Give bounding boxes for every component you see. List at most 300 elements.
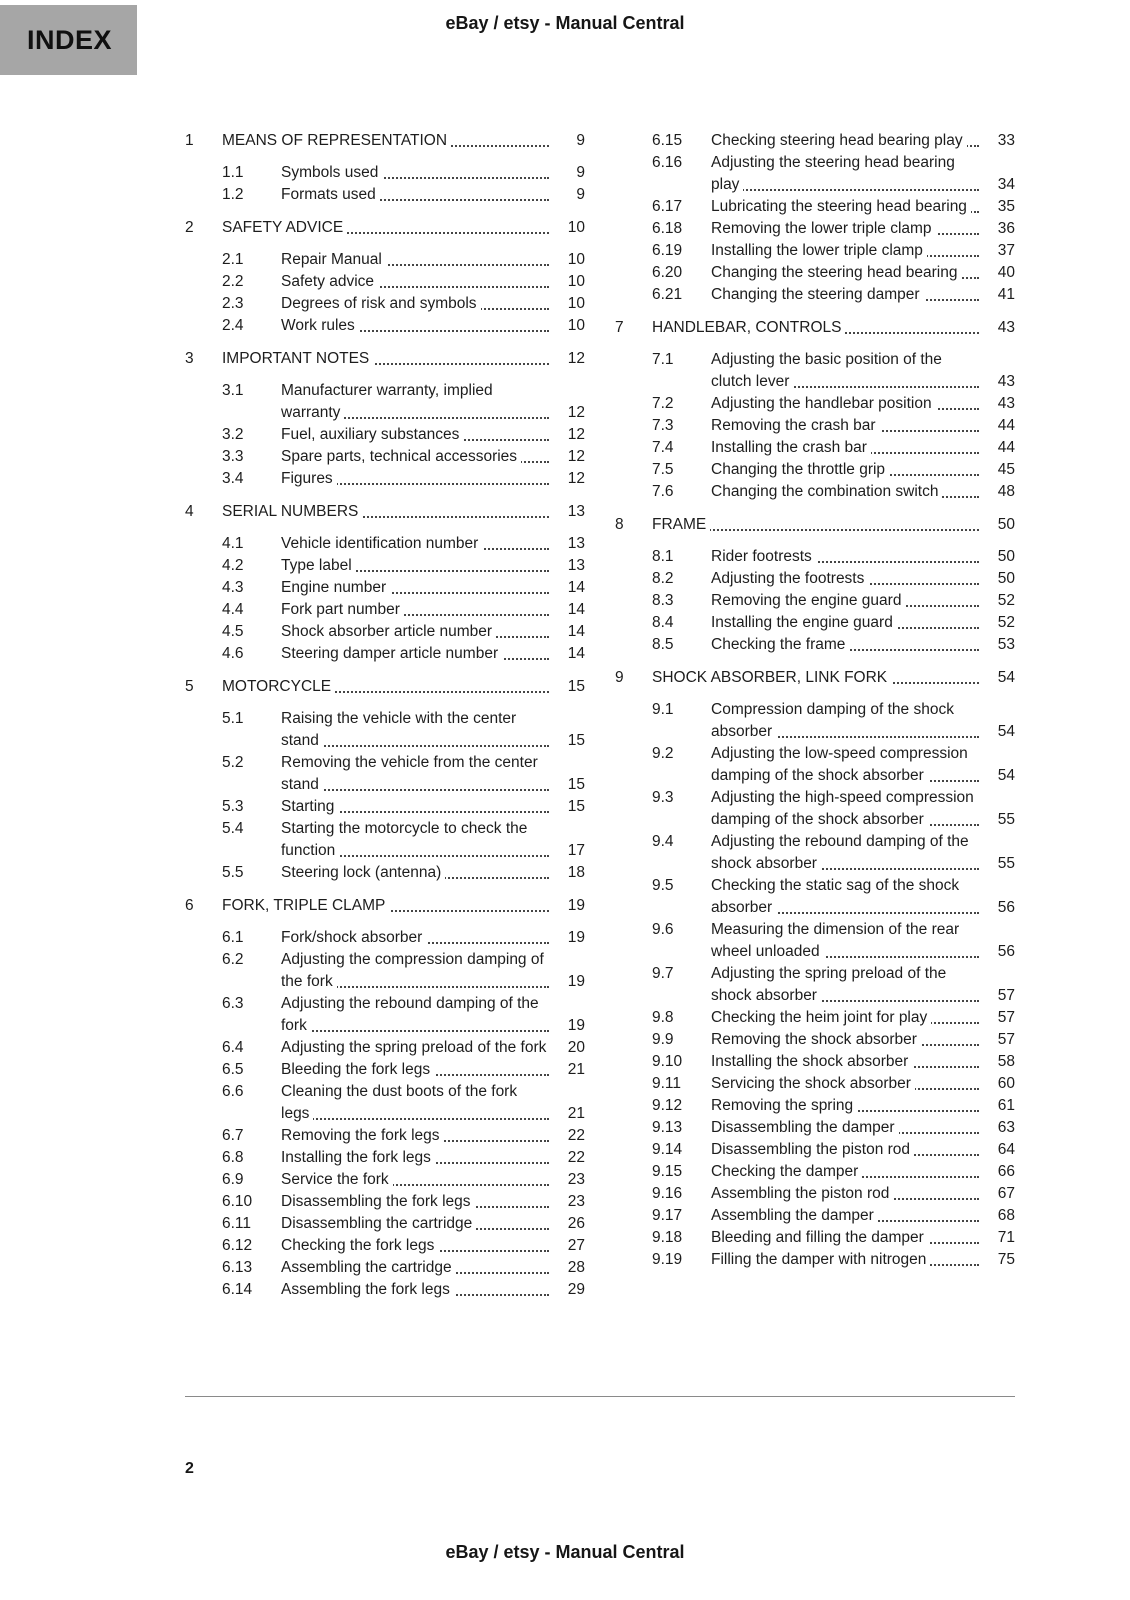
toc-entry-title: Measuring the dimension of the rear wheel unloaded — [711, 921, 960, 960]
toc-entry-number: 9.19 — [652, 1251, 683, 1268]
toc-section-entry — [615, 612, 1015, 634]
toc-entry-page: 12 — [567, 404, 585, 421]
toc-entry-number: 5 — [185, 678, 194, 695]
toc-section-entry — [185, 577, 585, 599]
toc-section-entry — [185, 249, 585, 271]
toc-entry-page: 10 — [567, 219, 585, 236]
toc-entry-title: Compression damping of the shock absorber — [711, 701, 954, 740]
toc-entry-number: 7.5 — [652, 461, 674, 478]
toc-section-entry — [615, 1227, 1015, 1249]
toc-entry-title: Assembling the cartridge — [281, 1259, 456, 1276]
toc-section-entry — [615, 1095, 1015, 1117]
toc-entry-page: 56 — [997, 943, 1015, 960]
toc-entry-number: 2 — [185, 219, 194, 236]
toc-chapter-entry — [185, 676, 585, 698]
toc-entry-title: Rider footrests — [711, 548, 816, 565]
toc-entry-page: 58 — [997, 1053, 1015, 1070]
toc-entry-page: 57 — [997, 1009, 1015, 1026]
toc-entry-number: 6.19 — [652, 242, 683, 259]
toc-section-entry — [185, 993, 585, 1037]
footer-title: eBay / etsy - Manual Central — [445, 1542, 685, 1562]
toc-entry-page: 19 — [567, 929, 585, 946]
toc-entry-number: 8.4 — [652, 614, 674, 631]
toc-section-entry — [615, 262, 1015, 284]
toc-entry-number: 6.12 — [222, 1237, 253, 1254]
toc-entry-page: 10 — [567, 295, 585, 312]
toc-entry-title: Checking steering head bearing play — [711, 132, 967, 149]
toc-entry-title: Removing the fork legs — [281, 1127, 444, 1144]
toc-entry-page: 44 — [997, 417, 1015, 434]
toc-chapter-entry — [185, 895, 585, 917]
toc-section-entry — [615, 743, 1015, 787]
toc-chapter-entry — [185, 217, 585, 239]
toc-entry-title: Removing the spring — [711, 1097, 857, 1114]
toc-section-entry — [185, 1213, 585, 1235]
toc-entry-title: Adjusting the steering head bearing play — [711, 154, 955, 193]
toc-entry-title: Bleeding and filling the damper — [711, 1229, 928, 1246]
toc-column-right — [615, 130, 1015, 1301]
toc-entry-number: 9.6 — [652, 921, 674, 938]
toc-section-entry — [185, 1037, 585, 1059]
toc-entry-page: 54 — [997, 767, 1015, 784]
toc-section-entry — [615, 568, 1015, 590]
toc-entry-page: 23 — [567, 1193, 585, 1210]
toc-entry-title: Engine number — [281, 579, 390, 596]
toc-section-entry — [615, 130, 1015, 152]
toc-entry-number: 9.2 — [652, 745, 674, 762]
toc-entry-page: 55 — [997, 811, 1015, 828]
toc-entry-title: Cleaning the dust boots of the fork legs — [281, 1083, 518, 1122]
toc-section-entry — [615, 831, 1015, 875]
toc-entry-number: 6.14 — [222, 1281, 253, 1298]
toc-entry-title: Installing the fork legs — [281, 1149, 435, 1166]
toc-entry-page: 67 — [997, 1185, 1015, 1202]
toc-entry-number: 6.17 — [652, 198, 683, 215]
toc-entry-title: Changing the steering head bearing — [711, 264, 961, 281]
toc-entry-title: Starting — [281, 798, 338, 815]
toc-section-entry — [615, 1161, 1015, 1183]
toc-entry-number: 9.18 — [652, 1229, 683, 1246]
toc-section-entry — [185, 818, 585, 862]
toc-entry-number: 6.11 — [222, 1215, 252, 1232]
toc-entry-number: 6.9 — [222, 1171, 244, 1188]
toc-entry-title: Vehicle identification number — [281, 535, 482, 552]
toc-entry-number: 2.1 — [222, 251, 244, 268]
toc-entry-page: 40 — [997, 264, 1015, 281]
toc-section-entry — [615, 218, 1015, 240]
toc-entry-number: 3.3 — [222, 448, 244, 465]
toc-entry-number: 6 — [185, 897, 194, 914]
toc-entry-title: Fuel, auxiliary substances — [281, 426, 463, 443]
toc-entry-number: 3 — [185, 350, 194, 367]
toc-entry-number: 7 — [615, 319, 624, 336]
toc-entry-page: 12 — [567, 470, 585, 487]
toc-entry-page: 10 — [567, 317, 585, 334]
toc-entry-number: 4.6 — [222, 645, 244, 662]
toc-entry-page: 35 — [997, 198, 1015, 215]
toc-section-entry — [615, 963, 1015, 1007]
toc-entry-number: 9.15 — [652, 1163, 683, 1180]
toc-entry-number: 9.9 — [652, 1031, 674, 1048]
toc-entry-number: 1.2 — [222, 186, 244, 203]
toc-section-entry — [185, 1081, 585, 1125]
toc-section-entry — [185, 1169, 585, 1191]
toc-entry-title: Adjusting the spring preload of the fork — [281, 1039, 550, 1056]
toc-entry-page: 12 — [567, 448, 585, 465]
toc-entry-title: Changing the steering damper — [711, 286, 924, 303]
toc-entry-number: 9.14 — [652, 1141, 683, 1158]
toc-entry-title: Adjusting the handlebar position — [711, 395, 936, 412]
toc-entry-title: Fork part number — [281, 601, 404, 618]
toc-entry-number: 6.4 — [222, 1039, 244, 1056]
page-number: 2 — [185, 1460, 194, 1477]
toc-entry-title: Figures — [281, 470, 337, 487]
toc-entry-page: 10 — [567, 251, 585, 268]
toc-entry-number: 9.10 — [652, 1053, 683, 1070]
toc-entry-title: Removing the vehicle from the center stand — [281, 754, 538, 793]
toc-section-entry — [185, 796, 585, 818]
toc-entry-title: Degrees of risk and symbols — [281, 295, 481, 312]
toc-entry-page: 9 — [576, 132, 585, 149]
toc-entry-number: 6.7 — [222, 1127, 244, 1144]
toc-section-entry — [185, 1279, 585, 1301]
toc-section-entry — [185, 424, 585, 446]
toc-entry-page: 68 — [997, 1207, 1015, 1224]
toc-entry-title: Fork/shock absorber — [281, 929, 426, 946]
toc-entry-number: 9.11 — [652, 1075, 682, 1092]
toc-entry-page: 43 — [997, 319, 1015, 336]
toc-entry-title: FORK, TRIPLE CLAMP — [222, 897, 389, 914]
footer-rule — [185, 1396, 1015, 1397]
toc-section-entry — [615, 1007, 1015, 1029]
toc-entry-number: 4.3 — [222, 579, 244, 596]
toc-section-entry — [185, 1191, 585, 1213]
toc-entry-number: 6.8 — [222, 1149, 244, 1166]
toc-entry-number: 9.13 — [652, 1119, 683, 1136]
toc-entry-title: Formats used — [281, 186, 380, 203]
toc-chapter-entry — [185, 130, 585, 152]
toc-section-entry — [615, 787, 1015, 831]
toc-entry-title: Changing the throttle grip — [711, 461, 889, 478]
toc-entry-page: 52 — [997, 614, 1015, 631]
toc-entry-page: 54 — [997, 723, 1015, 740]
toc-entry-number: 6.21 — [652, 286, 683, 303]
toc-entry-page: 14 — [567, 623, 585, 640]
toc-entry-page: 13 — [567, 557, 585, 574]
toc-entry-number: 6.13 — [222, 1259, 253, 1276]
toc-section-entry — [615, 590, 1015, 612]
toc-entry-page: 55 — [997, 855, 1015, 872]
toc-section-entry — [615, 919, 1015, 963]
toc-entry-page: 27 — [567, 1237, 585, 1254]
toc-entry-number: 2.3 — [222, 295, 244, 312]
toc-entry-title: Servicing the shock absorber — [711, 1075, 915, 1092]
toc-entry-title: MEANS OF REPRESENTATION — [222, 132, 451, 149]
toc-entry-page: 71 — [997, 1229, 1015, 1246]
toc-entry-number: 9 — [615, 669, 624, 686]
toc-entry-number: 6.10 — [222, 1193, 253, 1210]
toc-entry-page: 33 — [997, 132, 1015, 149]
toc-entry-page: 9 — [576, 164, 585, 181]
toc-entry-page: 20 — [567, 1039, 585, 1056]
toc-section-entry — [615, 437, 1015, 459]
toc-entry-title: Adjusting the footrests — [711, 570, 868, 587]
toc-entry-page: 75 — [997, 1251, 1015, 1268]
toc-entry-title: Checking the frame — [711, 636, 849, 653]
toc-entry-title: Adjusting the rebound damping of the shock absorber — [711, 833, 969, 872]
toc-entry-page: 44 — [997, 439, 1015, 456]
toc-entry-title: Type label — [281, 557, 356, 574]
toc-section-entry — [615, 634, 1015, 656]
toc-section-entry — [185, 862, 585, 884]
toc-section-entry — [185, 184, 585, 206]
toc-entry-page: 22 — [567, 1149, 585, 1166]
toc-entry-title: Disassembling the piston rod — [711, 1141, 914, 1158]
toc-entry-page: 53 — [997, 636, 1015, 653]
toc-entry-number: 1 — [185, 132, 194, 149]
toc-section-entry — [185, 949, 585, 993]
toc-section-entry — [185, 1125, 585, 1147]
toc-entry-number: 2.2 — [222, 273, 244, 290]
toc-entry-page: 22 — [567, 1127, 585, 1144]
toc-entry-number: 3.4 — [222, 470, 244, 487]
toc-entry-number: 6.20 — [652, 264, 683, 281]
toc-entry-page: 60 — [997, 1075, 1015, 1092]
toc-section-entry — [185, 927, 585, 949]
toc-entry-title: Adjusting the low-speed compression damping of the shock absorber — [711, 745, 968, 784]
toc-chapter-entry — [615, 514, 1015, 536]
toc-section-entry — [615, 481, 1015, 503]
toc-entry-number: 6.6 — [222, 1083, 244, 1100]
toc-section-entry — [615, 875, 1015, 919]
toc-entry-number: 4.4 — [222, 601, 244, 618]
toc-entry-number: 6.2 — [222, 951, 244, 968]
toc-entry-page: 17 — [567, 842, 585, 859]
toc-section-entry — [615, 1183, 1015, 1205]
toc-entry-page: 13 — [567, 535, 585, 552]
toc-entry-page: 64 — [997, 1141, 1015, 1158]
toc-entry-title: Removing the lower triple clamp — [711, 220, 936, 237]
toc-entry-title: Removing the shock absorber — [711, 1031, 921, 1048]
toc-entry-title: Removing the crash bar — [711, 417, 880, 434]
toc-entry-page: 26 — [567, 1215, 585, 1232]
toc-entry-number: 9.12 — [652, 1097, 683, 1114]
toc-entry-title: Adjusting the basic position of the clutch lever — [711, 351, 942, 390]
toc-entry-number: 5.4 — [222, 820, 244, 837]
toc-section-entry — [185, 555, 585, 577]
toc-section-entry — [615, 1249, 1015, 1271]
toc-section-entry — [615, 196, 1015, 218]
toc-entry-number: 7.3 — [652, 417, 674, 434]
toc-entry-title: Shock absorber article number — [281, 623, 496, 640]
toc-entry-number: 4.2 — [222, 557, 244, 574]
toc-section-entry — [615, 1117, 1015, 1139]
toc-entry-title: Steering damper article number — [281, 645, 502, 662]
toc-entry-page: 19 — [567, 973, 585, 990]
toc-entry-title: Checking the fork legs — [281, 1237, 438, 1254]
toc-entry-title: HANDLEBAR, CONTROLS — [652, 319, 845, 336]
header-title: eBay / etsy - Manual Central — [445, 13, 685, 33]
toc-entry-title: Repair Manual — [281, 251, 386, 268]
toc-entry-number: 6.3 — [222, 995, 244, 1012]
toc-entry-title: Installing the engine guard — [711, 614, 897, 631]
toc-entry-title: Changing the combination switch — [711, 483, 942, 500]
toc-entry-page: 36 — [997, 220, 1015, 237]
toc-entry-page: 10 — [567, 273, 585, 290]
toc-entry-title: Assembling the piston rod — [711, 1185, 893, 1202]
toc-entry-title: MOTORCYCLE — [222, 678, 335, 695]
toc-entry-page: 13 — [567, 503, 585, 520]
toc-entry-title: Starting the motorcycle to check the function — [281, 820, 528, 859]
toc-entry-number: 4 — [185, 503, 194, 520]
toc-entry-page: 23 — [567, 1171, 585, 1188]
toc-entry-page: 63 — [997, 1119, 1015, 1136]
toc-entry-title: Adjusting the high-speed compression damping of the shock absorber — [711, 789, 974, 828]
toc-entry-page: 57 — [997, 987, 1015, 1004]
toc-entry-number: 9.5 — [652, 877, 674, 894]
toc-entry-title: SERIAL NUMBERS — [222, 503, 362, 520]
toc-entry-number: 2.4 — [222, 317, 244, 334]
toc-section-entry — [615, 1051, 1015, 1073]
toc-section-entry — [615, 1073, 1015, 1095]
toc-entry-title: Symbols used — [281, 164, 382, 181]
toc-section-entry — [185, 468, 585, 490]
toc-leader-dots — [711, 189, 979, 191]
toc-section-entry — [615, 393, 1015, 415]
toc-entry-number: 8 — [615, 516, 624, 533]
toc-section-entry — [615, 1139, 1015, 1161]
toc-section-entry — [615, 1205, 1015, 1227]
toc-entry-number: 6.15 — [652, 132, 683, 149]
toc-entry-number: 9.8 — [652, 1009, 674, 1026]
toc-entry-number: 3.2 — [222, 426, 244, 443]
toc-entry-number: 5.2 — [222, 754, 244, 771]
toc-section-entry — [185, 708, 585, 752]
toc-entry-number: 8.3 — [652, 592, 674, 609]
toc-section-entry — [185, 599, 585, 621]
toc-entry-page: 45 — [997, 461, 1015, 478]
toc-entry-number: 4.1 — [222, 535, 244, 552]
toc-entry-number: 9.17 — [652, 1207, 683, 1224]
toc-entry-page: 14 — [567, 645, 585, 662]
toc-entry-page: 15 — [567, 678, 585, 695]
toc-entry-page: 52 — [997, 592, 1015, 609]
toc-section-entry — [185, 643, 585, 665]
toc-entry-title: Installing the shock absorber — [711, 1053, 912, 1070]
toc-entry-title: SHOCK ABSORBER, LINK FORK — [652, 669, 891, 686]
toc-section-entry — [185, 1147, 585, 1169]
toc-entry-page: 12 — [567, 350, 585, 367]
toc-column-left — [185, 130, 585, 1301]
toc-entry-number: 7.2 — [652, 395, 674, 412]
toc-entry-number: 1.1 — [222, 164, 244, 181]
toc-entry-title: SAFETY ADVICE — [222, 219, 347, 236]
toc-entry-number: 7.6 — [652, 483, 674, 500]
toc-entry-title: Adjusting the rebound damping of the fork — [281, 995, 539, 1034]
toc-entry-number: 9.16 — [652, 1185, 683, 1202]
toc-section-entry — [185, 271, 585, 293]
toc-section-entry — [615, 546, 1015, 568]
toc-entry-number: 5.1 — [222, 710, 244, 727]
toc-section-entry — [185, 1059, 585, 1081]
toc-entry-page: 54 — [997, 669, 1015, 686]
toc-section-entry — [185, 533, 585, 555]
toc-entry-title: Raising the vehicle with the center stand — [281, 710, 517, 749]
toc-entry-title: Assembling the damper — [711, 1207, 878, 1224]
toc-chapter-entry — [615, 667, 1015, 689]
toc-entry-number: 6.18 — [652, 220, 683, 237]
toc-section-entry — [615, 415, 1015, 437]
toc-entry-page: 15 — [567, 776, 585, 793]
toc-entry-number: 6.16 — [652, 154, 683, 171]
toc-entry-page: 19 — [567, 1017, 585, 1034]
toc-entry-page: 56 — [997, 899, 1015, 916]
toc-entry-title: FRAME — [652, 516, 710, 533]
toc-entry-title: Service the fork — [281, 1171, 393, 1188]
toc-entry-number: 9.1 — [652, 701, 674, 718]
toc-entry-number: 9.7 — [652, 965, 674, 982]
toc-entry-title: Removing the engine guard — [711, 592, 905, 609]
table-of-contents — [185, 130, 1015, 1301]
toc-entry-page: 50 — [997, 548, 1015, 565]
toc-section-entry — [185, 380, 585, 424]
toc-entry-page: 66 — [997, 1163, 1015, 1180]
index-label: INDEX — [27, 24, 113, 55]
toc-section-entry — [615, 152, 1015, 196]
toc-entry-page: 15 — [567, 798, 585, 815]
toc-section-entry — [615, 240, 1015, 262]
toc-entry-title: Adjusting the compression damping of the fork — [281, 951, 544, 990]
toc-section-entry — [185, 752, 585, 796]
toc-entry-number: 5.5 — [222, 864, 244, 881]
toc-section-entry — [185, 293, 585, 315]
toc-entry-number: 7.1 — [652, 351, 674, 368]
toc-entry-title: Disassembling the damper — [711, 1119, 899, 1136]
toc-entry-title: Filling the damper with nitrogen — [711, 1251, 930, 1268]
toc-section-entry — [615, 349, 1015, 393]
toc-entry-page: 61 — [997, 1097, 1015, 1114]
toc-entry-title: Safety advice — [281, 273, 378, 290]
toc-entry-number: 9.3 — [652, 789, 674, 806]
toc-entry-number: 6.1 — [222, 929, 244, 946]
toc-entry-number: 5.3 — [222, 798, 244, 815]
toc-entry-page: 18 — [567, 864, 585, 881]
toc-entry-page: 28 — [567, 1259, 585, 1276]
toc-entry-title: Spare parts, technical accessories — [281, 448, 521, 465]
toc-chapter-entry — [185, 348, 585, 370]
toc-entry-title: Manufacturer warranty, implied warranty — [281, 382, 493, 421]
toc-entry-page: 41 — [997, 286, 1015, 303]
toc-entry-page: 14 — [567, 579, 585, 596]
toc-section-entry — [185, 446, 585, 468]
toc-entry-page: 43 — [997, 395, 1015, 412]
toc-section-entry — [185, 621, 585, 643]
toc-entry-title: Steering lock (antenna) — [281, 864, 445, 881]
toc-entry-page: 37 — [997, 242, 1015, 259]
toc-entry-title: IMPORTANT NOTES — [222, 350, 373, 367]
toc-entry-title: Disassembling the fork legs — [281, 1193, 475, 1210]
toc-leader-dots — [281, 1118, 549, 1120]
toc-section-entry — [185, 1235, 585, 1257]
toc-section-entry — [615, 1029, 1015, 1051]
toc-entry-number: 9.4 — [652, 833, 674, 850]
toc-entry-page: 43 — [997, 373, 1015, 390]
toc-section-entry — [615, 284, 1015, 306]
toc-entry-page: 50 — [997, 516, 1015, 533]
toc-leader-dots — [281, 1030, 549, 1032]
toc-entry-page: 34 — [997, 176, 1015, 193]
toc-section-entry — [615, 699, 1015, 743]
